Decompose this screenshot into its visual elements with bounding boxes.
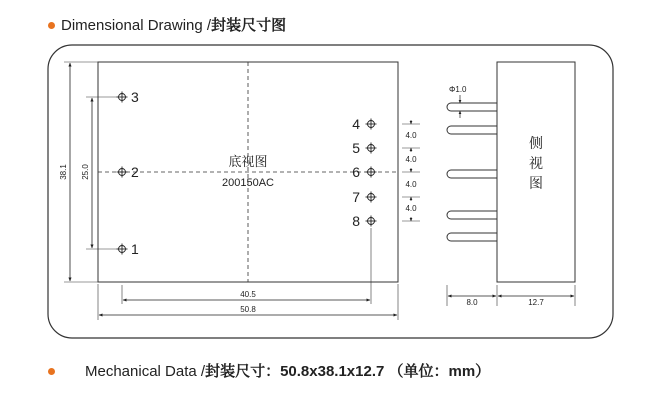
dim-pitch-label-3: 4.0 bbox=[405, 180, 417, 189]
dim-label-8-0: 8.0 bbox=[466, 298, 478, 307]
side-pin-3 bbox=[447, 170, 497, 178]
side-view bbox=[447, 62, 575, 307]
pin-label-8: 8 bbox=[352, 213, 360, 229]
footer-label-en: Mechanical Data / bbox=[85, 363, 206, 380]
pin-label-5: 5 bbox=[352, 140, 360, 156]
dim-label-phi-1-0: Φ1.0 bbox=[449, 85, 467, 94]
pin-label-6: 6 bbox=[352, 164, 360, 180]
dim-pitch-label-2: 4.0 bbox=[405, 155, 417, 164]
pin-label-3: 3 bbox=[131, 89, 139, 105]
dim-label-12-7: 12.7 bbox=[528, 298, 544, 307]
dim-pitch-label-4: 4.0 bbox=[405, 204, 417, 213]
pin-label-7: 7 bbox=[352, 189, 360, 205]
dim-pitch-label-1: 4.0 bbox=[405, 131, 417, 140]
dim-pin-diameter bbox=[449, 85, 467, 118]
dim-thickness bbox=[498, 285, 575, 307]
side-view-title-char-1: 侧 bbox=[529, 135, 543, 151]
side-pin-5 bbox=[447, 233, 497, 241]
dim-label-50-8: 50.8 bbox=[240, 305, 256, 314]
dim-label-40-5: 40.5 bbox=[240, 290, 256, 299]
side-pin-1 bbox=[447, 103, 497, 111]
model-number: 200150AC bbox=[222, 177, 274, 189]
heading-label-en: Dimensional Drawing / bbox=[61, 17, 212, 34]
side-view-outline bbox=[497, 62, 575, 282]
heading-label-cn: 封装尺寸图 bbox=[211, 17, 287, 34]
side-view-title-char-2: 视 bbox=[529, 155, 543, 171]
side-view-title-char-3: 图 bbox=[529, 175, 543, 191]
pin-label-2: 2 bbox=[131, 164, 139, 180]
dim-pitch bbox=[402, 120, 420, 221]
pin-label-4: 4 bbox=[352, 116, 360, 132]
side-pin-4 bbox=[447, 211, 497, 219]
pin-label-1: 1 bbox=[131, 241, 139, 257]
bullet-dot bbox=[48, 368, 55, 375]
bottom-view bbox=[59, 62, 420, 320]
mechanical-data-line bbox=[48, 360, 490, 381]
dim-label-38-1: 38.1 bbox=[59, 164, 68, 180]
footer-label-cn: 封装尺寸：50.8x38.1x12.7 （单位：mm） bbox=[205, 363, 491, 380]
dim-label-25-0: 25.0 bbox=[81, 164, 90, 180]
side-pin-2 bbox=[447, 126, 497, 134]
bottom-view-title: 底视图 bbox=[228, 154, 268, 169]
dim-pin-length bbox=[447, 285, 497, 307]
